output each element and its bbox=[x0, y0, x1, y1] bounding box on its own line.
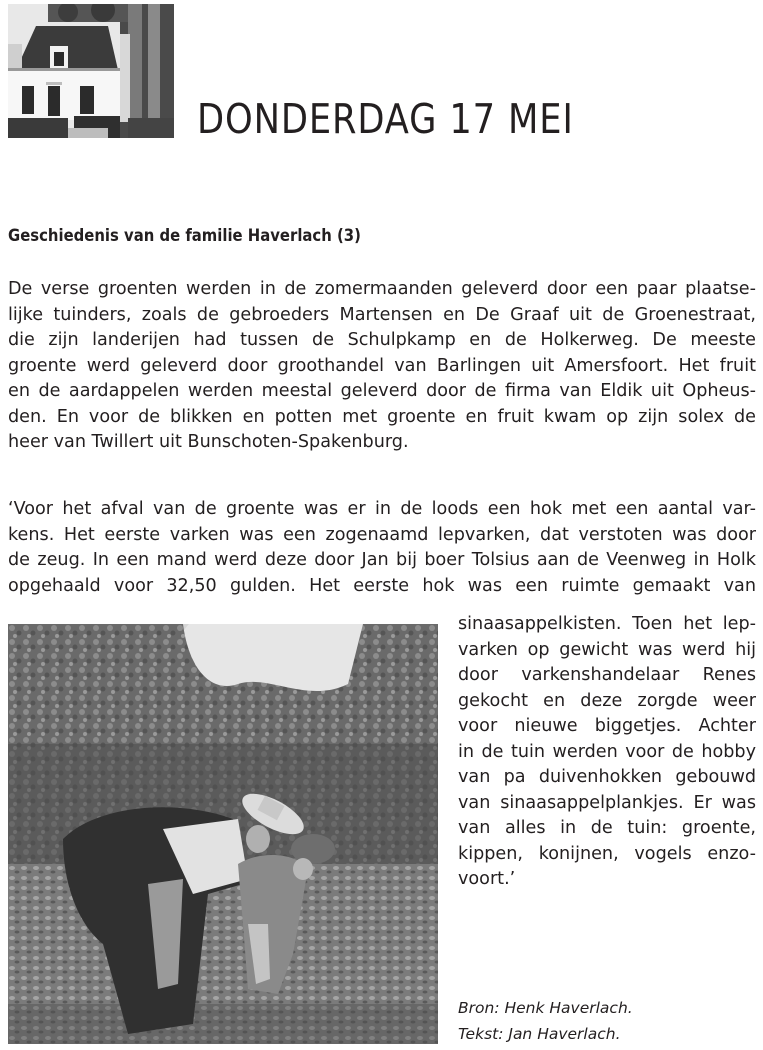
text-line: gekocht en deze zorgde weer bbox=[458, 690, 756, 711]
garden-photo bbox=[8, 624, 438, 1044]
paragraph-1 bbox=[8, 277, 756, 456]
text-line: die zijn landerijen had tussen de Schulpkamp en de Holkerweg. De meeste bbox=[8, 330, 756, 350]
text-line: lijke tuinders, zoals de gebroeders Martensen en De Graaf uit de Groenestraat, bbox=[8, 304, 756, 325]
credit-source: Bron: Henk Haverlach. bbox=[458, 999, 633, 1017]
text-line: kippen, konijnen, vogels enzo- bbox=[458, 843, 756, 864]
page-title: DONDERDAG 17 MEI bbox=[197, 95, 574, 143]
text-line: kens. Het eerste varken was een zogenaamd lepvarken, dat verstoten was door bbox=[8, 524, 756, 545]
house-photo bbox=[8, 4, 174, 138]
text-line: van sinaasappelplankjes. Er was bbox=[458, 792, 756, 813]
text-line: door varkenshandelaar Renes bbox=[458, 665, 756, 685]
text-line: heer van Twillert uit Bunschoten-Spakenburg. bbox=[8, 432, 409, 452]
house-illustration bbox=[8, 4, 174, 138]
text-line: van pa duivenhokken gebouwd bbox=[458, 767, 756, 787]
text-line: varken op gewicht was werd hij bbox=[458, 639, 756, 660]
text-line: den. En voor de blikken en potten met groente en fruit kwam op zijn solex de bbox=[8, 406, 756, 427]
text-line: ‘Voor het afval van de groente was er in de loods een hok met een aantal var- bbox=[8, 499, 756, 519]
text-line: van alles in de tuin: groente, bbox=[458, 818, 756, 838]
text-line: voort.’ bbox=[458, 869, 516, 889]
text-line: groente werd geleverd door groothandel van Barlingen uit Amersfoort. Het fruit bbox=[8, 355, 756, 376]
paragraph-2-side-column bbox=[458, 612, 756, 893]
text-line: sinaasappelkisten. Toen het lep- bbox=[458, 614, 756, 634]
text-line: voor nieuwe biggetjes. Achter bbox=[458, 716, 756, 736]
text-line: De verse groenten werden in de zomermaanden geleverd door een paar plaatse- bbox=[8, 279, 756, 299]
text-line: opgehaald voor 32,50 gulden. Het eerste hok was een ruimte gemaakt van bbox=[8, 575, 756, 596]
article-heading: Geschiedenis van de familie Haverlach (3) bbox=[8, 226, 361, 245]
garden-illustration bbox=[8, 624, 438, 1044]
credits bbox=[458, 996, 758, 1047]
text-line: in de tuin werden voor de hobby bbox=[458, 741, 756, 762]
credit-text-author: Tekst: Jan Haverlach. bbox=[458, 1024, 621, 1043]
text-line: de zeug. In een mand werd deze door Jan bij boer Tolsius aan de Veenweg in Holk bbox=[8, 550, 756, 570]
text-line: en de aardappelen werden meestal geleverd door de firma van Eldik uit Opheus- bbox=[8, 381, 756, 401]
paragraph-2-full-width bbox=[8, 497, 756, 599]
